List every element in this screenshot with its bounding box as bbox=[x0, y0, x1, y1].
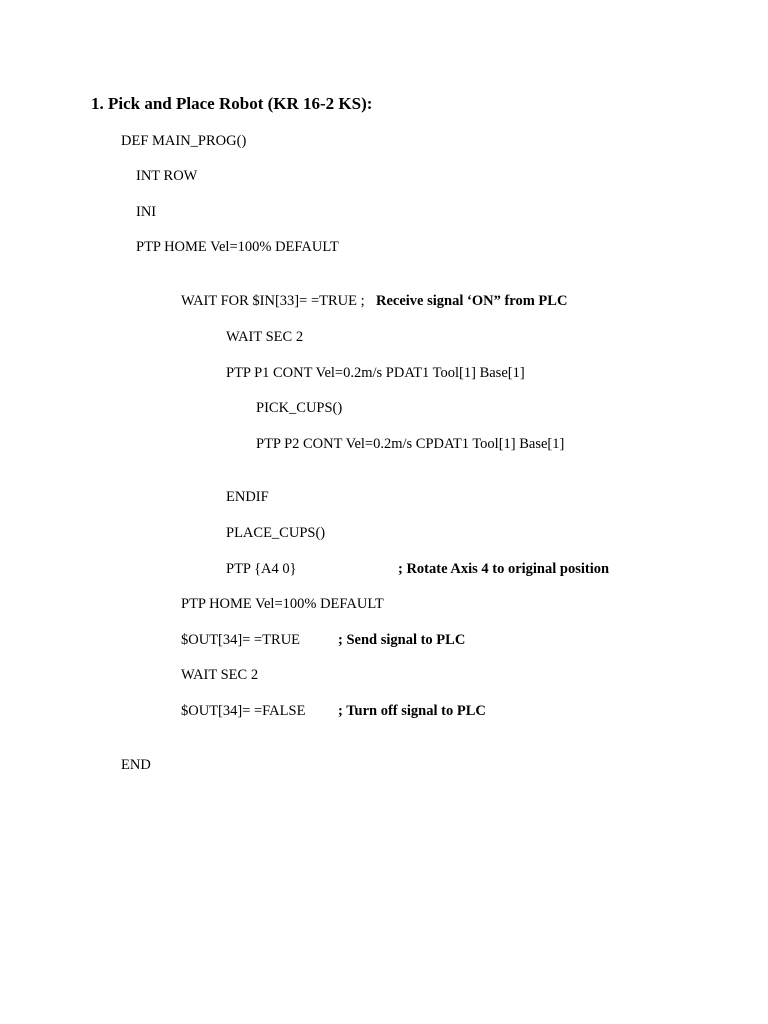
code-text: PLACE_CUPS() bbox=[226, 525, 326, 541]
code-text: ENDIF bbox=[226, 489, 269, 505]
code-line bbox=[181, 631, 466, 649]
code-line bbox=[136, 167, 197, 185]
code-text: PTP {A4 0} bbox=[226, 561, 297, 577]
code-text: PTP HOME Vel=100% DEFAULT bbox=[136, 239, 339, 255]
code-text: DEF MAIN_PROG() bbox=[121, 133, 247, 149]
code-comment: Receive signal ‘ON” from PLC bbox=[376, 293, 568, 309]
code-text: PICK_CUPS() bbox=[256, 400, 343, 416]
code-comment: ; Turn off signal to PLC bbox=[338, 703, 486, 719]
code-line bbox=[226, 524, 325, 542]
code-line bbox=[121, 756, 151, 774]
code-text: WAIT SEC 2 bbox=[181, 667, 259, 683]
code-text: PTP P2 CONT Vel=0.2m/s CPDAT1 Tool[1] Base[1] bbox=[256, 436, 565, 452]
code-line bbox=[181, 702, 486, 720]
code-line bbox=[226, 364, 525, 382]
code-line bbox=[181, 292, 568, 310]
code-text: INI bbox=[136, 204, 157, 220]
code-text: INT ROW bbox=[136, 168, 198, 184]
code-line bbox=[181, 666, 258, 684]
section-heading: 1. Pick and Place Robot (KR 16-2 KS): bbox=[91, 94, 373, 113]
code-line bbox=[121, 132, 246, 150]
code-comment: ; Send signal to PLC bbox=[338, 632, 466, 648]
code-text: PTP P1 CONT Vel=0.2m/s PDAT1 Tool[1] Base[1] bbox=[226, 365, 525, 381]
code-line bbox=[136, 238, 339, 256]
code-line bbox=[181, 595, 384, 613]
code-line bbox=[226, 488, 269, 506]
code-text: WAIT FOR $IN[33]= =TRUE ; bbox=[181, 293, 365, 309]
code-line bbox=[226, 560, 610, 578]
code-text: PTP HOME Vel=100% DEFAULT bbox=[181, 596, 384, 612]
code-line bbox=[136, 203, 156, 221]
code-text: END bbox=[121, 757, 151, 773]
code-text: WAIT SEC 2 bbox=[226, 329, 304, 345]
code-line bbox=[256, 399, 342, 417]
code-line bbox=[226, 328, 303, 346]
code-text: $OUT[34]= =FALSE bbox=[181, 703, 306, 719]
code-text: $OUT[34]= =TRUE bbox=[181, 632, 301, 648]
code-line bbox=[256, 435, 564, 453]
code-comment: ; Rotate Axis 4 to original position bbox=[398, 561, 610, 577]
